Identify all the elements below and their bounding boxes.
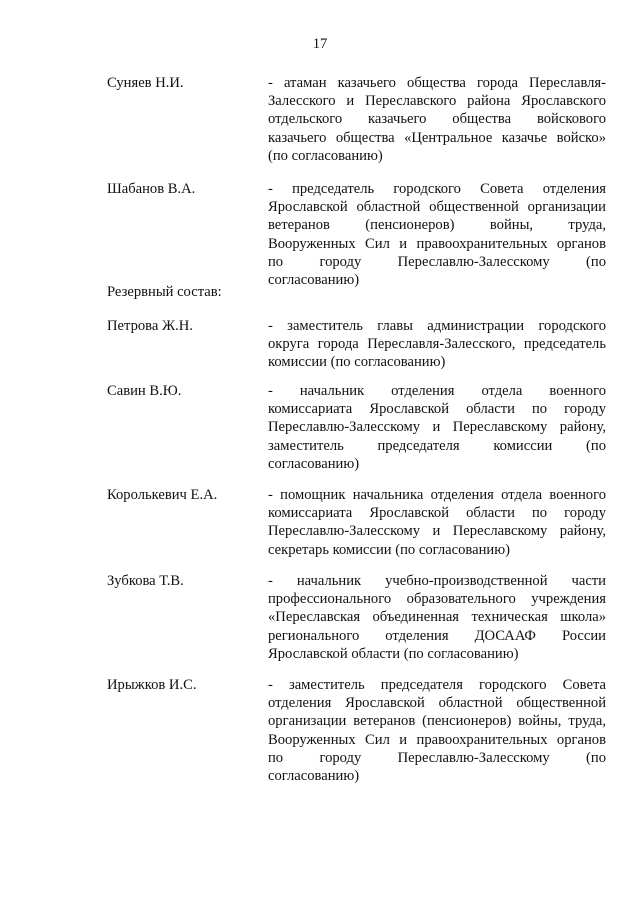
description-line: секретарь комиссии (по согласованию) — [268, 541, 510, 558]
description-line: заместитель председателя комиссии (по — [268, 437, 606, 454]
description-line: - начальник учебно-производственной части — [268, 573, 606, 589]
reserve-member-description — [268, 486, 606, 559]
description-line: округа города Переславля-Залесского, председатель — [268, 336, 606, 353]
description-line: (по согласованию) — [268, 147, 383, 164]
reserve-member-name: Королькевич Е.А. — [107, 487, 218, 503]
description-line: Переславлю-Залесскому и Переславскому району, — [268, 419, 606, 436]
description-line: согласованию) — [268, 272, 360, 289]
reserve-member-description — [268, 676, 606, 785]
description-line: казачьего общества «Центральное казачье войско» — [268, 129, 606, 146]
description-line: отдельского казачьего общества войскового — [268, 111, 606, 128]
description-line: - начальник отделения отдела военного — [268, 383, 606, 399]
reserve-member-name: Зубкова Т.В. — [107, 573, 184, 589]
reserve-member-name: Петрова Ж.Н. — [107, 318, 193, 334]
reserve-section-label: Резервный состав: — [107, 284, 222, 300]
description-line: Залесского и Переславского района Ярославского — [268, 93, 606, 110]
description-line: по городу Переславлю-Залесскому (по — [268, 749, 606, 766]
description-line: организации ветеранов (пенсионеров) войны, труда, — [268, 713, 606, 730]
description-line: - атаман казачьего общества города Переславля- — [268, 75, 606, 91]
description-line: - заместитель главы администрации городского — [268, 318, 606, 334]
member-description — [268, 74, 606, 165]
member-name: Шабанов В.А. — [107, 181, 196, 197]
description-line: Вооруженных Сил и правоохранительных органов — [268, 731, 606, 748]
member-name: Суняев Н.И. — [107, 75, 184, 91]
page-number: 17 — [312, 36, 328, 52]
description-line: регионального отделения ДОСААФ России — [268, 627, 606, 644]
description-line: «Переславская объединенная техническая школа» — [268, 609, 606, 626]
reserve-member-name: Ирыжков И.С. — [107, 677, 197, 693]
description-line: по городу Переславлю-Залесскому (по — [268, 253, 606, 270]
reserve-member-description — [268, 572, 606, 663]
description-line: согласованию) — [268, 768, 360, 785]
description-line: Вооруженных Сил и правоохранительных органов — [268, 235, 606, 252]
member-description — [268, 180, 606, 289]
description-line: профессионального образовательного учреждения — [268, 591, 606, 608]
description-line: комиссариата Ярославской области по городу — [268, 505, 606, 522]
description-line: - помощник начальника отделения отдела военного — [268, 487, 606, 503]
description-line: Ярославской области (по согласованию) — [268, 645, 519, 662]
description-line: Ярославской областной общественной организации — [268, 199, 606, 216]
description-line: отделения Ярославской областной общественной — [268, 695, 606, 712]
reserve-member-description — [268, 382, 606, 473]
reserve-member-name: Савин В.Ю. — [107, 383, 182, 399]
description-line: комиссии (по согласованию) — [268, 354, 446, 371]
reserve-member-description — [268, 317, 606, 372]
description-line: ветеранов (пенсионеров) войны, труда, — [268, 217, 606, 234]
description-line: комиссариата Ярославской области по городу — [268, 401, 606, 418]
description-line: - председатель городского Совета отделения — [268, 181, 606, 197]
description-line: Переславлю-Залесскому и Переславскому району, — [268, 523, 606, 540]
description-line: согласованию) — [268, 455, 360, 472]
description-line: - заместитель председателя городского Совета — [268, 677, 606, 693]
